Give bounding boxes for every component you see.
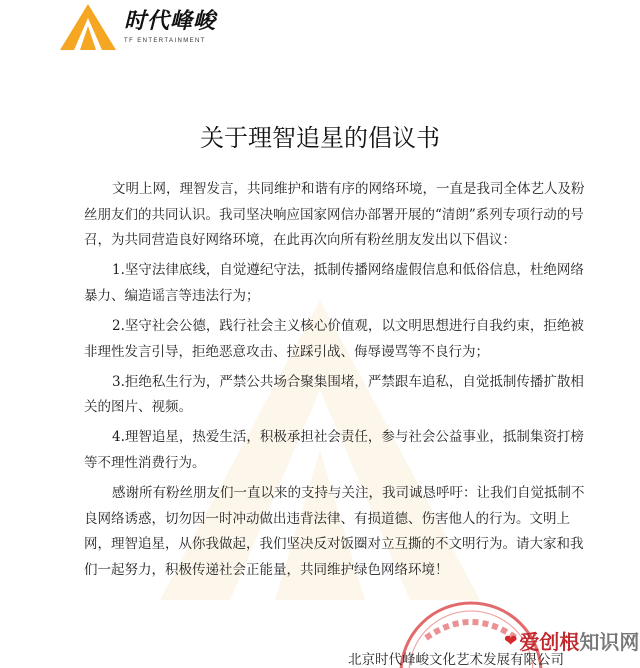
intro-paragraph: 文明上网，理智发言，共同维护和谐有序的网络环境，一直是我司全体艺人及粉丝朋友们的共同认识。我司坚决响应国家网信办部署开展的“清朗”系列专项行动的号召，为共同营造良好网络环境，在此再次向所有粉丝朋友发出以下倡议： <box>84 181 585 249</box>
logo-english-text: TF ENTERTAINMENT <box>124 38 206 44</box>
item-paragraph-3: 3.拒绝私生行为，严禁公共场合聚集围堵，严禁跟车追私，自觉抵制传播扩散相关的图片、视频。 <box>84 373 584 416</box>
company-logo <box>58 0 218 56</box>
company-signature: 北京时代峰峻文化艺术发展有限公司 <box>348 652 564 668</box>
item-paragraph-4: 4.理智追星，热爱生活，积极承担社会责任，参与社会公益事业，抵制集资打榜等不理性消费行为。 <box>84 429 584 471</box>
item-paragraph-2: 2.坚守社会公德，践行社会主义核心价值观，以文明思想进行自我约束，拒绝被非理性发言引导，拒绝恶意攻击、拉踩引战、侮辱谩骂等不良行为； <box>84 317 584 360</box>
document-title: 关于理智追星的倡议书 <box>200 124 440 152</box>
document-body <box>84 177 592 588</box>
heart-icon: ❤ <box>504 630 518 650</box>
logo-chinese-text: 时代峰峻 <box>124 8 217 34</box>
site-watermark-text: 爱创根知识网 <box>519 630 640 654</box>
item-paragraph-1: 1.坚守法律底线，自觉遵纪守法，抵制传播网络虚假信息和低俗信息，杜绝网络暴力、编造谣言等违法行为； <box>84 262 584 304</box>
closing-paragraph: 感谢所有粉丝朋友们一直以来的支持与关注，我司诚恳呼吁：让我们自觉抵制不良网络诱惑，切勿因一时冲动做出违背法律、有损道德、伤害他人的行为。文明上网，理智追星，从你我做起，我们坚决反对饭圈对立互撕的不文明行为。请大家和我们一起努力，积极传递社会正能量，共同维护绿色网络环境！ <box>84 485 585 578</box>
site-watermark <box>504 626 639 655</box>
triangle-logo-icon <box>58 2 118 52</box>
